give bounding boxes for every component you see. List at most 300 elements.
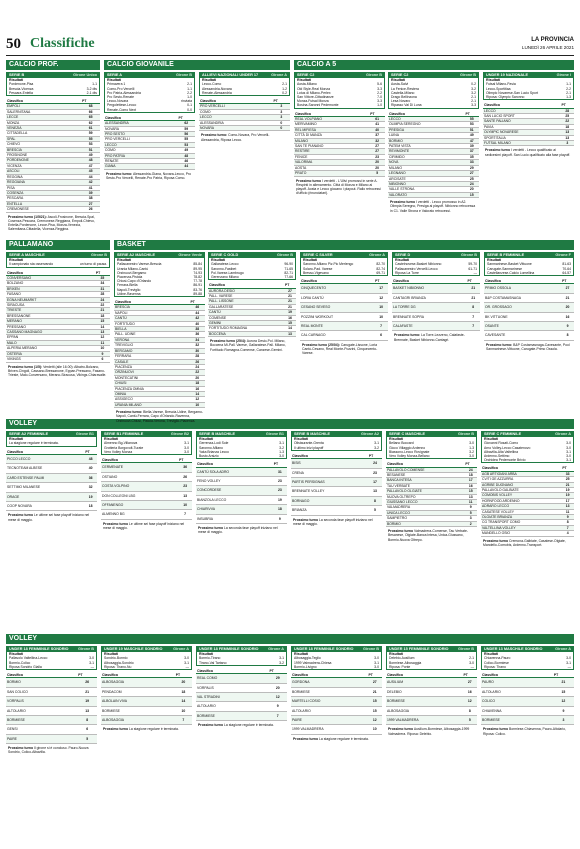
score: 0-2 [471, 82, 476, 87]
match: Lecco-Sportitiaa [486, 86, 511, 91]
team-points: 9 [273, 514, 287, 523]
team-name: CASATESE VOLLEY [481, 509, 561, 514]
team-name: SAN COLICO [6, 687, 77, 696]
col-team: Classifica [386, 462, 464, 467]
team-name: PRESIGA [388, 127, 465, 132]
col-points: PT [368, 673, 382, 678]
score: 2-1 [282, 82, 287, 87]
team-points: 44 [178, 164, 195, 169]
team-name: OMNIA [114, 391, 189, 396]
team-points: 31 [95, 286, 110, 291]
team-name: CITTADELLA [6, 131, 81, 136]
table-row [483, 141, 574, 146]
table-row [101, 491, 192, 500]
match: Monza-Futsal Monza [297, 99, 329, 104]
next-round-label: Prossimo turno [8, 513, 34, 518]
standings-table [104, 116, 195, 170]
match: Renate-Como Next [107, 107, 137, 112]
team-name: BRESCIA [114, 305, 189, 310]
team-points: 32 [189, 343, 205, 348]
team-points: 11 [464, 500, 477, 505]
results-heading: Risultati [211, 258, 226, 262]
col-points: PT [178, 458, 192, 463]
team-name: MILANO [388, 165, 465, 170]
standings-table [291, 673, 382, 735]
score: 3-1 [374, 660, 379, 665]
band-volley: VOLLEY [6, 419, 574, 429]
team-points: 18 [84, 502, 97, 511]
score: 3-0 [184, 449, 189, 454]
next-round-label: Prossimo turno [103, 727, 129, 732]
team-name: PISA [6, 185, 81, 190]
table-row [386, 706, 477, 715]
team-name: CASALE [114, 359, 189, 364]
team-name: BANCA INTESA [386, 478, 464, 483]
team-points: 14 [95, 324, 110, 329]
group-label: Girone F [555, 253, 571, 257]
score: 77-66 [284, 275, 293, 280]
team-points: 26 [178, 472, 192, 481]
standings-table [481, 466, 574, 536]
team-points: 27 [465, 171, 480, 176]
match: Riposa: Tirano-Nu [104, 664, 132, 669]
team-name: TECNOTEAM ALBESE [6, 464, 84, 473]
score: 78-82 [193, 275, 202, 280]
score: 3-0 [184, 656, 189, 661]
team-name: SPAL [6, 136, 81, 141]
standings-box [392, 252, 480, 276]
team-name: NIBIONNO [388, 181, 465, 186]
team-name: CERMENATE [101, 463, 178, 472]
team-name: OR. GROSSAGO [484, 303, 561, 312]
next-round-label: Prossimo turno [388, 529, 414, 534]
team-name: CONVERSANO [6, 276, 95, 281]
box-b1 [114, 252, 205, 423]
results-heading: Risultati [9, 652, 24, 656]
team-name: LECCO [104, 142, 178, 147]
score: 82-70 [376, 262, 385, 267]
col-points: PT [273, 462, 287, 467]
next-round-label: Prossimo turno [388, 727, 414, 732]
score: 3-0 [566, 454, 571, 459]
standings-box [6, 646, 97, 670]
table-row [101, 501, 192, 510]
box-b4 [392, 252, 480, 417]
team-name: BRENNATE SOPRA [392, 312, 466, 321]
team-name: CHIARIVVA [196, 505, 273, 514]
group-label: Girone B1 [75, 432, 94, 436]
next-round-text: La stagione regolare è terminata. [129, 727, 179, 732]
team-name: CANTÙ [208, 310, 284, 315]
score: 3-1 [566, 660, 571, 665]
team-points: 35 [95, 276, 110, 281]
team-points: 6 [374, 331, 388, 340]
team-points: 21 [561, 293, 574, 302]
table-row [291, 459, 382, 468]
team-points: 12 [95, 335, 110, 340]
team-points: 13 [561, 504, 574, 509]
table-row [484, 284, 574, 293]
col-points: PT [273, 99, 290, 104]
standings-box [300, 252, 388, 276]
team-points: 8 [561, 520, 574, 525]
results-heading: Risultati [199, 437, 214, 441]
group-label: Girone B [90, 253, 107, 257]
standings-table [114, 300, 205, 408]
team-points: 20 [369, 160, 385, 165]
team-name: SANTE PALIANO [483, 119, 561, 124]
col-team: Classifica [114, 300, 189, 305]
match: Old Style-Real Monza [297, 86, 330, 91]
league-title: SERIE C FEMMINILE [484, 432, 522, 436]
col-team: Classifica [481, 466, 561, 471]
table-row [291, 725, 382, 734]
team-name: BORMIO [6, 678, 77, 687]
team-name: TAU VERBATE [386, 483, 464, 488]
match: Napoli-Treviglio [117, 287, 141, 292]
next-round-text: I verdetti - L'Ulivi promossi in serie A. Respinti in allenamento. Città di Monza e Milano ai playoff. Aosta e Lecco giocano i playout. Rallo retrocessi d'ufficio (rinunciatari). [296, 178, 381, 196]
team-points: 21 [466, 293, 480, 302]
results-heading: Risultati [484, 437, 499, 441]
team-points: 68 [81, 104, 100, 109]
col-team: Classifica [291, 673, 368, 678]
col-points: PT [284, 283, 296, 288]
league-title: SERIE D [395, 253, 411, 257]
table-row [196, 467, 287, 476]
standings-table [300, 279, 388, 341]
table-row [481, 687, 574, 696]
table-row [196, 683, 287, 692]
col-team: Classifica [483, 103, 561, 108]
score: 3-0 [566, 445, 571, 450]
team-name: REGGINA [6, 174, 81, 179]
match: Sanmarinese-Basket Vittuone [487, 262, 532, 267]
next-round-label: Prossimo turno [483, 727, 509, 732]
team-name: ALESSANDRIA [199, 120, 273, 125]
table-row [101, 687, 192, 696]
team-points: 12 [368, 716, 382, 725]
team-points: 27 [369, 144, 385, 149]
team-points: 47 [465, 138, 480, 143]
box-c1 [6, 72, 100, 238]
match: La Fenice-Restera [391, 86, 419, 91]
score: 3-1 [184, 660, 189, 665]
team-points: 7 [466, 322, 480, 331]
match: Pordenone-Pisa [9, 82, 34, 87]
team-points: 26 [81, 207, 100, 212]
team-points: 13 [464, 494, 477, 499]
score: 61-71 [468, 266, 477, 271]
next-round [481, 727, 574, 735]
league-title: SERIE C SILVER [303, 253, 333, 257]
table-row [6, 357, 110, 362]
standings-table [386, 673, 477, 725]
team-name: INSUBRIA [196, 514, 273, 523]
team-name: LECCE [6, 115, 81, 120]
match: Sondrio-Bormio [104, 656, 128, 661]
team-name: PRO VERCELLI [199, 104, 273, 109]
result-row [9, 91, 97, 95]
team-name: CALAFASTE [392, 322, 466, 331]
team-points: 23 [178, 482, 192, 491]
next-round-text: B&P Costamasnaga-Cavesante, Pool Sanmarinese-Vittuone, Carugate-Primo Ossola. [486, 342, 570, 352]
table-row [291, 478, 382, 487]
team-name: ALTOLARIO [291, 706, 368, 715]
match: Saronno-Milano Piz.Pic Merlengo [303, 262, 354, 267]
team-points: 51 [465, 127, 480, 132]
team-name: PALLAVOLO COMENSE [386, 467, 464, 472]
team-name: ORZINUOVI [114, 370, 189, 375]
next-round-label: Prossimo turno: [106, 171, 133, 176]
table-row [386, 521, 477, 526]
match: Pro Sesto-Renate [107, 95, 134, 100]
team-points: 5 [369, 171, 385, 176]
score: 3-0 [469, 660, 474, 665]
next-round [291, 518, 382, 526]
match: Yaka Brianza Lecco [199, 449, 229, 454]
team-points: 36 [84, 473, 97, 482]
score: 96-90 [284, 262, 293, 267]
table-row [6, 706, 97, 715]
next-round [196, 723, 287, 727]
match: San Vittore-Cittadinanze [297, 95, 334, 100]
match: Drago Bellinzona [391, 95, 417, 100]
team-name: CRENA [291, 468, 368, 477]
col-team: Classifica [199, 99, 273, 104]
team-name: ALBOSAGGIA [101, 716, 175, 725]
table-row [392, 322, 480, 331]
team-points: 3 [273, 115, 290, 120]
result-row [484, 458, 571, 462]
team-points: 39 [81, 190, 100, 195]
table-row [291, 506, 382, 515]
standings-table [6, 99, 100, 213]
table-row [291, 496, 382, 505]
team-points: 15 [95, 319, 110, 324]
team-name: CANTAGRI BRIANZA [392, 293, 466, 302]
box-v6 [481, 431, 574, 631]
group-label: Girone B [362, 647, 379, 651]
score: 2-1 [469, 656, 474, 661]
team-points: 12 [463, 697, 477, 706]
result-row [395, 271, 477, 275]
table-row [294, 171, 385, 176]
col-team: Classifica [101, 673, 175, 678]
group-label: Girone I [556, 73, 571, 77]
group-label: Girone A [173, 647, 189, 651]
results-list [105, 82, 194, 111]
league-title: SERIE A MASCHILE [9, 253, 45, 257]
next-round-label: Prossimo turno [485, 148, 511, 153]
score: 64-57 [562, 270, 571, 275]
result-row [486, 95, 571, 99]
team-points: 29 [268, 674, 287, 683]
team-points: 42 [81, 180, 100, 185]
team-points: 8 [466, 303, 480, 312]
score: 3-2 dts [86, 86, 97, 91]
team-points: 37 [369, 133, 385, 138]
next-round [196, 526, 287, 534]
match: Albosaggia-Teglio [294, 656, 321, 661]
team-points: 14 [284, 326, 296, 331]
team-name: ALPERIA MERANO [6, 346, 95, 351]
team-points: 25 [465, 176, 480, 181]
team-name: FROSINONE [6, 153, 81, 158]
col-team: Classifica [6, 99, 81, 104]
results-heading: Risultati [487, 258, 502, 262]
score: 3-3 [471, 103, 476, 108]
team-name: GALLARATESE [208, 304, 284, 309]
team-name: REAL COMO [196, 674, 268, 683]
match: Colico-Bormiese [484, 660, 509, 665]
results-heading: Risultati [389, 437, 404, 441]
team-name: GENSI [6, 725, 77, 734]
match: Pescara-Entella [9, 90, 33, 95]
team-points: 13 [77, 706, 97, 715]
team-name: ARCISATE [388, 176, 465, 181]
result-row [484, 665, 571, 669]
table-row [481, 706, 574, 715]
table-row [196, 486, 287, 495]
team-name: PICCO LECCO [6, 455, 84, 464]
col-team: Classifica [6, 673, 77, 678]
result-row [199, 661, 284, 665]
score: — [473, 270, 477, 275]
team-points: 9 [553, 706, 574, 715]
team-name: AGB ARTIGIANI ARBA [481, 471, 561, 476]
box-w5 [386, 646, 477, 844]
team-points: 19 [84, 492, 97, 501]
team-name: OSANTE [484, 322, 561, 331]
results-heading: Risultati [486, 78, 501, 82]
next-round-text: Valmadrera-Comense, Tau Verbate-Besanese, Olgiate-Banca Intesa, Unica-Giussano, Bormio-Nuova Oltrepo. [388, 529, 468, 542]
team-name: BORMIESE [196, 711, 268, 720]
standings-table [6, 271, 110, 363]
team-name: PRO SESTO [104, 132, 178, 137]
team-points: 48 [178, 153, 195, 158]
team-name: PATEM VISTA [388, 144, 465, 149]
team-points: 22 [189, 370, 205, 375]
score: — [470, 664, 474, 669]
team-points: 41 [81, 185, 100, 190]
next-round [483, 148, 574, 156]
results-heading: Risultati [9, 78, 24, 82]
standings-box [6, 72, 100, 96]
next-round-text: La Torre-Lezzeno, Calafaste-Brennate, Basket Nibionno-Cantagri. [394, 333, 465, 342]
team-name: BOCCENA [208, 331, 284, 336]
match: Renate-Alessandria [202, 90, 232, 95]
match: Gioco Villaggio Ardenno [389, 445, 426, 450]
box-b3 [300, 252, 388, 417]
team-points: 9 [95, 351, 110, 356]
team-name: MONZA [6, 120, 81, 125]
team-points: 38 [189, 327, 205, 332]
team-points: 15 [553, 687, 574, 696]
match: Urania Milano-Cantù [117, 266, 149, 271]
team-name: LECCO [388, 117, 465, 122]
band-calcio-a5: CALCIO A 5 [294, 60, 574, 70]
match: Busto Arsizio [199, 454, 219, 459]
results-list [102, 656, 191, 669]
team-name: BERGAMO [114, 348, 189, 353]
table-row [300, 303, 388, 312]
match: Aosta-Milano [297, 82, 317, 87]
results-heading: Risultati [294, 437, 309, 441]
score: 86-91 [193, 283, 202, 288]
team-name: MARTELLI COSIO [291, 697, 368, 706]
score: 82-71 [284, 270, 293, 275]
standings-box [101, 646, 192, 670]
next-round-label: Prossimo turno (1/5/21): [8, 214, 47, 219]
team-name: ENTELLA [6, 201, 81, 206]
team-points: 26 [77, 678, 97, 687]
standings-table [386, 462, 477, 527]
next-round-text: Bormiese-Chiavenna, Pauro-Altolario, Riposa: Colico. [483, 727, 566, 736]
team-name: OLYMPIC NOVARESE [483, 130, 561, 135]
group-label: Girone B [365, 73, 382, 77]
team-points: 8 [561, 331, 574, 340]
next-round-text: Biella-Varese, Brescia-Udine, Bergamo-Napoli, Cantù-Ferrara, Capo d'Orlando-Ravenna, Orzinuovi-Chiusi, Pistoia-Verona, Treviglio-Piacenza. [116, 410, 204, 423]
table-row [484, 293, 574, 302]
team-points: 62 [81, 120, 100, 125]
team-points: 14 [175, 697, 192, 706]
group-label: Girone Verde [178, 253, 202, 257]
group-label: Girone A [271, 73, 287, 77]
team-name: CHIEVO [6, 142, 81, 147]
team-points: 32 [369, 138, 385, 143]
score: 77-78 [193, 279, 202, 284]
score: 2-2 [187, 90, 192, 95]
box-w4 [291, 646, 382, 844]
standings-box [291, 646, 382, 670]
team-name: GORDONA [291, 678, 368, 687]
match: Riposa: Olympic Saronno [486, 95, 525, 100]
team-points: 3 [561, 141, 574, 146]
standings-table [294, 112, 385, 177]
team-points: 27 [284, 288, 296, 293]
team-points: 23 [368, 468, 382, 477]
match: Castelnovese-Basket Nibionno [395, 262, 442, 267]
result-row [294, 446, 379, 450]
table-row [101, 706, 192, 715]
team-name: B&P COSTAMASNAGA [484, 293, 561, 302]
team-name: ASCOLI [6, 169, 81, 174]
next-round-label: Prossimo turno (25/4): [210, 339, 246, 344]
team-name: BRENNATE VOLLEY [291, 487, 368, 496]
league-title: SERIE B MASCHILE [294, 432, 331, 436]
team-points: 18 [561, 124, 574, 129]
team-points: 8 [77, 716, 97, 725]
team-points: 12 [268, 693, 287, 702]
team-points: 46 [189, 305, 205, 310]
match: Olimpic Novarese-San Lucio Sport [486, 90, 539, 95]
results-heading: Risultati [104, 652, 119, 656]
results-list [115, 262, 204, 296]
team-name: CINQUECENTO [300, 284, 374, 293]
team-name: OLIMPIA SEREGNO [388, 122, 465, 127]
match: Biassono-Lecco Rovignate [389, 449, 430, 454]
team-points: 34 [189, 337, 205, 342]
team-name: MERANO [6, 319, 95, 324]
team-name: FORTITUDO [114, 321, 189, 326]
standings-table [6, 673, 97, 744]
team-name: CONCORDESE [196, 486, 273, 495]
standings-box [291, 431, 382, 451]
team-points: 24 [464, 467, 477, 472]
group-label: Girone Unico [73, 73, 97, 77]
result-row [389, 665, 474, 669]
next-round-text: Ausilium-Bormiese, Albosaggia-1999 Valmadrera. Riposa: Delebio. [388, 727, 470, 736]
